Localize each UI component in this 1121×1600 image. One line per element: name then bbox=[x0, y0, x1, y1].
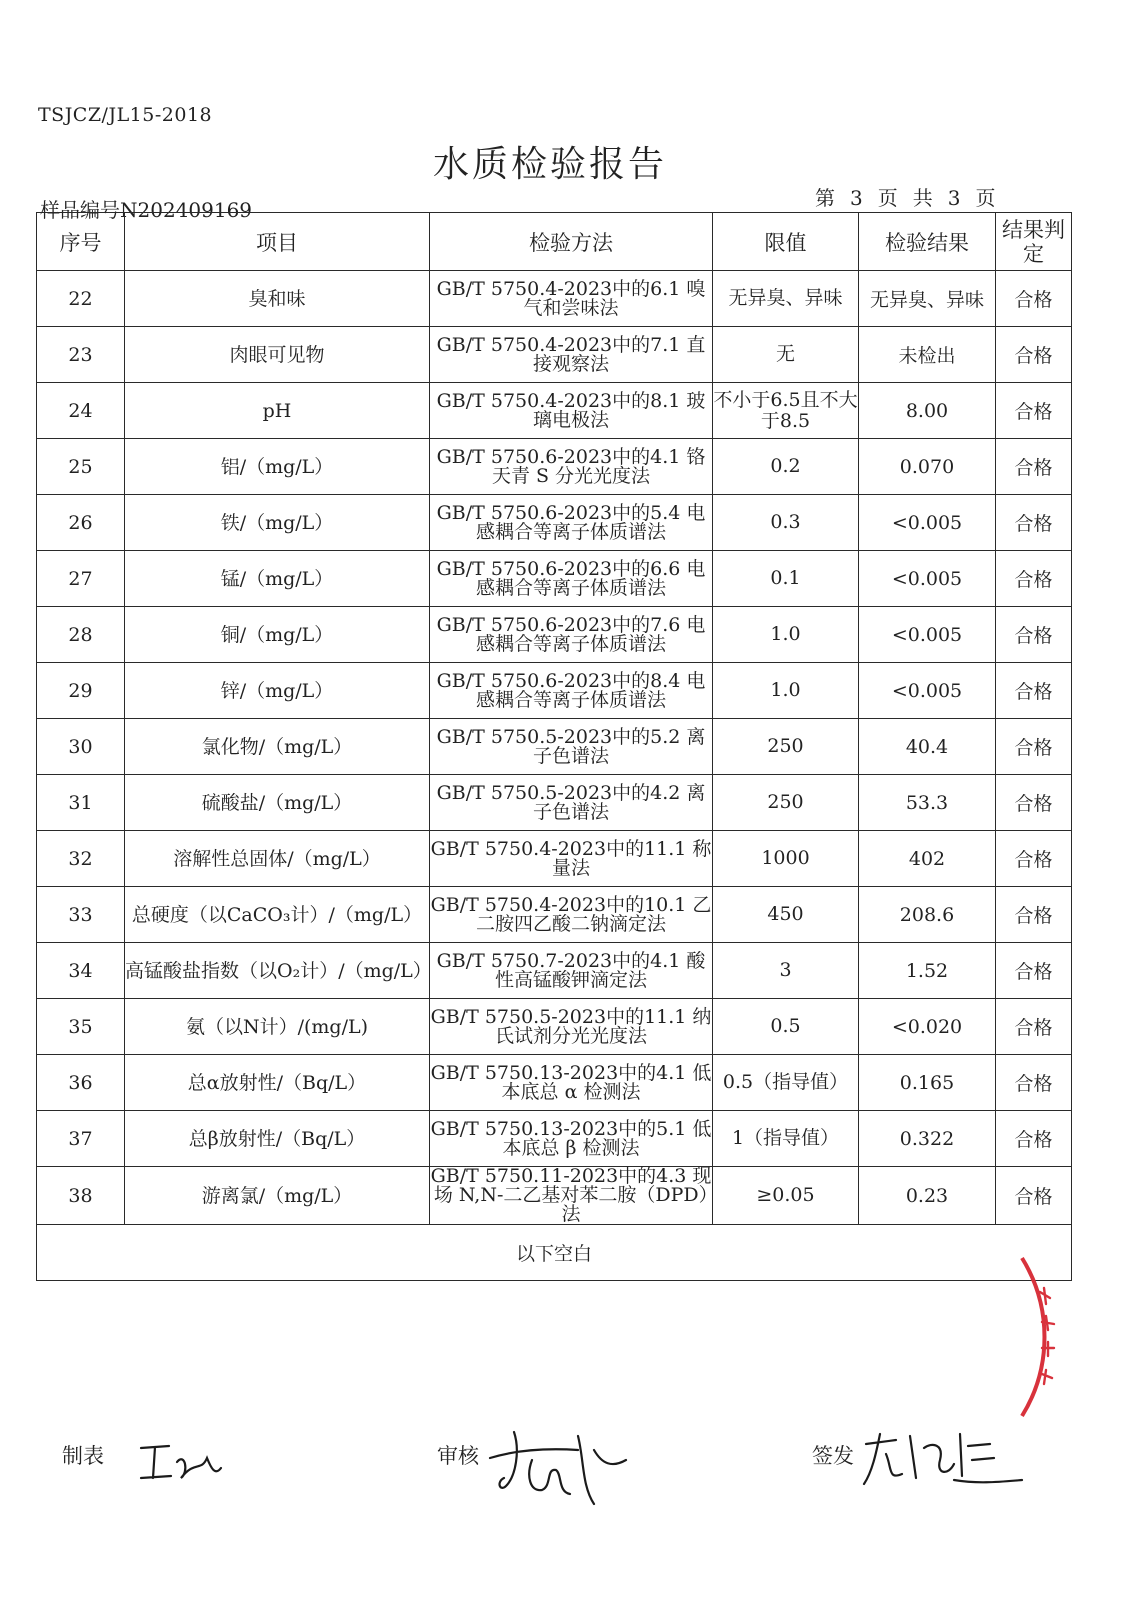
table-row bbox=[37, 831, 1072, 887]
table-row bbox=[37, 1111, 1072, 1167]
test-result: 0.070 bbox=[859, 439, 996, 495]
sample-number-value: N202409169 bbox=[120, 198, 253, 222]
test-item: 锌/（mg/L） bbox=[125, 663, 430, 719]
limit-value: ≥0.05 bbox=[713, 1167, 859, 1225]
test-item: 硫酸盐/（mg/L） bbox=[125, 775, 430, 831]
limit-value: 无异臭、异味 bbox=[713, 271, 859, 327]
test-item: 总β放射性/（Bq/L） bbox=[125, 1111, 430, 1167]
limit-value: 3 bbox=[713, 943, 859, 999]
row-number: 34 bbox=[37, 943, 125, 999]
test-method: GB/T 5750.5-2023中的5.2 离子色谱法 bbox=[430, 719, 713, 775]
limit-value: 0.2 bbox=[713, 439, 859, 495]
test-method: GB/T 5750.4-2023中的6.1 嗅气和尝味法 bbox=[430, 271, 713, 327]
test-result: <0.005 bbox=[859, 663, 996, 719]
test-result: 0.165 bbox=[859, 1055, 996, 1111]
limit-value: 1.0 bbox=[713, 607, 859, 663]
result-judgement: 合格 bbox=[996, 887, 1072, 943]
table-row bbox=[37, 551, 1072, 607]
test-method: GB/T 5750.4-2023中的8.1 玻璃电极法 bbox=[430, 383, 713, 439]
table-row bbox=[37, 327, 1072, 383]
table-row bbox=[37, 719, 1072, 775]
test-result: 0.23 bbox=[859, 1167, 996, 1225]
total-unit: 页 bbox=[975, 186, 997, 210]
test-method: GB/T 5750.6-2023中的6.6 电感耦合等离子体质谱法 bbox=[430, 551, 713, 607]
test-item: 锰/（mg/L） bbox=[125, 551, 430, 607]
row-number: 22 bbox=[37, 271, 125, 327]
row-number: 24 bbox=[37, 383, 125, 439]
result-judgement: 合格 bbox=[996, 719, 1072, 775]
result-judgement: 合格 bbox=[996, 1167, 1072, 1225]
test-item: 铜/（mg/L） bbox=[125, 607, 430, 663]
table-row bbox=[37, 383, 1072, 439]
row-number: 32 bbox=[37, 831, 125, 887]
result-judgement: 合格 bbox=[996, 495, 1072, 551]
table-row bbox=[37, 439, 1072, 495]
reviewer-signature bbox=[486, 1420, 636, 1510]
table-row bbox=[37, 775, 1072, 831]
test-result: 无异臭、异味 bbox=[859, 271, 996, 327]
test-result: 40.4 bbox=[859, 719, 996, 775]
test-result: 208.6 bbox=[859, 887, 996, 943]
row-number: 35 bbox=[37, 999, 125, 1055]
test-method: GB/T 5750.4-2023中的10.1 乙二胺四乙酸二钠滴定法 bbox=[430, 887, 713, 943]
row-number: 27 bbox=[37, 551, 125, 607]
limit-value: 不小于6.5且不大于8.5 bbox=[713, 383, 859, 439]
blank-remainder-row bbox=[37, 1225, 1072, 1281]
col-header-result: 检验结果 bbox=[859, 213, 996, 271]
test-method: GB/T 5750.13-2023中的5.1 低本底总 β 检测法 bbox=[430, 1111, 713, 1167]
limit-value: 1000 bbox=[713, 831, 859, 887]
report-title: 水质检验报告 bbox=[432, 144, 667, 185]
issuer-signature bbox=[858, 1424, 1028, 1494]
issued-by-label: 签发 bbox=[812, 1444, 854, 1468]
test-result: 未检出 bbox=[859, 327, 996, 383]
test-method: GB/T 5750.6-2023中的7.6 电感耦合等离子体质谱法 bbox=[430, 607, 713, 663]
test-item: 氯化物/（mg/L） bbox=[125, 719, 430, 775]
result-judgement: 合格 bbox=[996, 831, 1072, 887]
limit-value: 1.0 bbox=[713, 663, 859, 719]
test-result: <0.005 bbox=[859, 551, 996, 607]
table-row bbox=[37, 495, 1072, 551]
test-method: GB/T 5750.7-2023中的4.1 酸性高锰酸钾滴定法 bbox=[430, 943, 713, 999]
total-prefix: 共 bbox=[912, 186, 934, 210]
test-item: 氨（以N计）/(mg/L) bbox=[125, 999, 430, 1055]
page-number: 3 bbox=[850, 186, 864, 210]
row-number: 26 bbox=[37, 495, 125, 551]
table-row bbox=[37, 271, 1072, 327]
result-judgement: 合格 bbox=[996, 1111, 1072, 1167]
limit-value: 0.5 bbox=[713, 999, 859, 1055]
result-judgement: 合格 bbox=[996, 999, 1072, 1055]
test-item: 铁/（mg/L） bbox=[125, 495, 430, 551]
test-method: GB/T 5750.6-2023中的5.4 电感耦合等离子体质谱法 bbox=[430, 495, 713, 551]
col-header-method: 检验方法 bbox=[430, 213, 713, 271]
test-item: 总硬度（以CaCO₃计）/（mg/L） bbox=[125, 887, 430, 943]
row-number: 25 bbox=[37, 439, 125, 495]
document-code: TSJCZ/JL15-2018 bbox=[38, 104, 213, 126]
result-judgement: 合格 bbox=[996, 1055, 1072, 1111]
test-result: <0.005 bbox=[859, 495, 996, 551]
row-number: 30 bbox=[37, 719, 125, 775]
test-results-table bbox=[36, 212, 1072, 1281]
row-number: 28 bbox=[37, 607, 125, 663]
test-result: <0.005 bbox=[859, 607, 996, 663]
test-item: 肉眼可见物 bbox=[125, 327, 430, 383]
test-method: GB/T 5750.5-2023中的11.1 纳氏试剂分光光度法 bbox=[430, 999, 713, 1055]
test-result: 0.322 bbox=[859, 1111, 996, 1167]
prepared-by-label: 制表 bbox=[62, 1444, 104, 1468]
table-row bbox=[37, 1055, 1072, 1111]
page-prefix: 第 bbox=[815, 186, 836, 210]
table-row bbox=[37, 943, 1072, 999]
test-result: 8.00 bbox=[859, 383, 996, 439]
table-row bbox=[37, 999, 1072, 1055]
table-row bbox=[37, 663, 1072, 719]
test-method: GB/T 5750.4-2023中的11.1 称量法 bbox=[430, 831, 713, 887]
row-number: 33 bbox=[37, 887, 125, 943]
table-row bbox=[37, 887, 1072, 943]
table-row bbox=[37, 1167, 1072, 1225]
row-number: 36 bbox=[37, 1055, 125, 1111]
limit-value: 250 bbox=[713, 719, 859, 775]
limit-value: 0.3 bbox=[713, 495, 859, 551]
result-judgement: 合格 bbox=[996, 271, 1072, 327]
limit-value: 450 bbox=[713, 887, 859, 943]
result-judgement: 合格 bbox=[996, 327, 1072, 383]
row-number: 37 bbox=[37, 1111, 125, 1167]
limit-value: 无 bbox=[713, 327, 859, 383]
test-method: GB/T 5750.11-2023中的4.3 现场 N,N-二乙基对苯二胺（DPD）法 bbox=[430, 1165, 712, 1225]
result-judgement: 合格 bbox=[996, 943, 1072, 999]
test-item: 溶解性总固体/（mg/L） bbox=[125, 831, 430, 887]
official-stamp bbox=[1012, 1252, 1072, 1422]
total-pages: 3 bbox=[947, 186, 962, 210]
page-indicator bbox=[815, 182, 1010, 211]
test-method: GB/T 5750.5-2023中的4.2 离子色谱法 bbox=[430, 775, 713, 831]
test-item: 铝/（mg/L） bbox=[125, 439, 430, 495]
col-header-no: 序号 bbox=[37, 213, 125, 271]
row-number: 23 bbox=[37, 327, 125, 383]
test-item: 臭和味 bbox=[125, 271, 430, 327]
sample-number-label: 样品编号 bbox=[40, 198, 120, 222]
row-number: 29 bbox=[37, 663, 125, 719]
preparer-signature bbox=[135, 1438, 225, 1488]
col-header-item: 项目 bbox=[125, 213, 430, 271]
test-result: <0.020 bbox=[859, 999, 996, 1055]
col-header-judgement: 结果判定 bbox=[996, 213, 1072, 271]
result-judgement: 合格 bbox=[996, 439, 1072, 495]
test-method: GB/T 5750.4-2023中的7.1 直接观察法 bbox=[430, 327, 713, 383]
result-judgement: 合格 bbox=[996, 551, 1072, 607]
test-item: pH bbox=[125, 383, 430, 439]
test-method: GB/T 5750.13-2023中的4.1 低本底总 α 检测法 bbox=[430, 1055, 713, 1111]
limit-value: 250 bbox=[713, 775, 859, 831]
test-method: GB/T 5750.6-2023中的8.4 电感耦合等离子体质谱法 bbox=[430, 663, 713, 719]
test-item: 游离氯/（mg/L） bbox=[125, 1167, 430, 1225]
result-judgement: 合格 bbox=[996, 607, 1072, 663]
test-item: 高锰酸盐指数（以O₂计）/（mg/L） bbox=[125, 943, 430, 999]
page-unit: 页 bbox=[877, 186, 899, 210]
limit-value: 0.5（指导值） bbox=[713, 1055, 859, 1111]
result-judgement: 合格 bbox=[996, 663, 1072, 719]
test-result: 402 bbox=[859, 831, 996, 887]
reviewed-by-label: 审核 bbox=[437, 1444, 479, 1468]
limit-value: 0.1 bbox=[713, 551, 859, 607]
test-result: 53.3 bbox=[859, 775, 996, 831]
result-judgement: 合格 bbox=[996, 775, 1072, 831]
test-item: 总α放射性/（Bq/L） bbox=[125, 1055, 430, 1111]
test-result: 1.52 bbox=[859, 943, 996, 999]
col-header-limit: 限值 bbox=[713, 213, 859, 271]
row-number: 31 bbox=[37, 775, 125, 831]
row-number: 38 bbox=[37, 1167, 125, 1225]
test-method: GB/T 5750.6-2023中的4.1 铬天青 S 分光光度法 bbox=[430, 439, 713, 495]
table-header-row bbox=[37, 213, 1072, 271]
result-judgement: 合格 bbox=[996, 383, 1072, 439]
blank-note: 以下空白 bbox=[37, 1225, 1072, 1281]
table-row bbox=[37, 607, 1072, 663]
limit-value: 1（指导值） bbox=[713, 1111, 859, 1167]
